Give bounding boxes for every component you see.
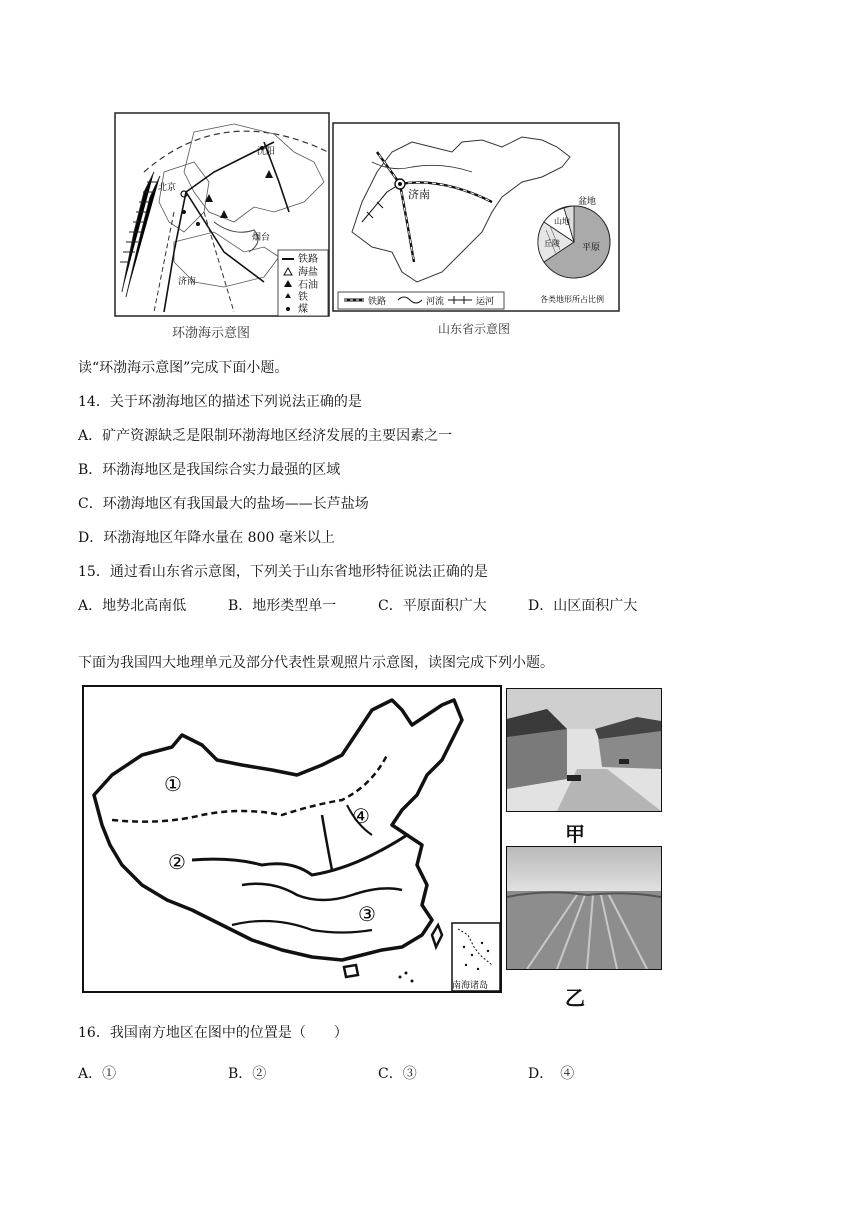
china-regions-map (82, 685, 502, 993)
q14-option-d[interactable]: D．环渤海地区年降水量在 800 毫米以上 (78, 530, 335, 546)
q16-option-c[interactable]: C．③ (378, 1066, 417, 1082)
bohai-map-figure (114, 112, 330, 342)
photo-jia-label: 甲 (565, 822, 585, 846)
photo-yi (506, 846, 662, 970)
q15-stem: 15．通过看山东省示意图，下列关于山东省地形特征说法正确的是 (78, 564, 488, 580)
shandong-city-jinan: 济南 (408, 188, 430, 201)
q14-stem: 14．关于环渤海地区的描述下列说法正确的是 (78, 394, 362, 410)
shandong-map-figure (332, 122, 620, 342)
pie-label-basin: 盆地 (578, 197, 597, 207)
q16-stem: 16．我国南方地区在图中的位置是（ ） (78, 1025, 348, 1041)
photo-jia (506, 688, 662, 812)
bohai-city-shenyang: 沈阳 (257, 147, 276, 157)
shandong-legend-canal: 运河 (476, 297, 495, 307)
q16-option-b[interactable]: B．② (228, 1066, 267, 1082)
bohai-legend-coal: 煤 (298, 304, 308, 315)
shandong-legend-railway: 铁路 (368, 297, 387, 307)
q15-option-a[interactable]: A．地势北高南低 (78, 598, 187, 614)
bohai-legend-iron: 铁 (298, 292, 308, 303)
region-marker-2: ② (168, 850, 186, 874)
photo-yi-label: 乙 (565, 986, 585, 1010)
pie-label-mountains: 山地 (554, 217, 570, 226)
q15-option-c[interactable]: C．平原面积广大 (378, 598, 487, 614)
q14-option-a[interactable]: A．矿产资源缺乏是限制环渤海地区经济发展的主要因素之一 (78, 428, 453, 444)
intro-china: 下面为我国四大地理单元及部分代表性景观照片示意图，读图完成下列小题。 (78, 655, 554, 671)
q15-option-d[interactable]: D．山区面积广大 (528, 598, 638, 614)
pie-caption: 各类地形所占比例 (540, 295, 604, 304)
bohai-legend-salt: 海盐 (298, 267, 318, 278)
region-marker-3: ③ (358, 902, 376, 926)
q14-option-b[interactable]: B．环渤海地区是我国综合实力最强的区域 (78, 462, 341, 478)
region-marker-4: ④ (352, 804, 370, 828)
south-china-sea-label: 南海诸岛 (452, 981, 489, 991)
q14-option-c[interactable]: C．环渤海地区有我国最大的盐场——长芦盐场 (78, 496, 369, 512)
bohai-city-yantai: 烟台 (252, 233, 271, 243)
pie-label-hills: 丘陵 (544, 239, 560, 248)
pie-label-plain: 平原 (582, 243, 601, 253)
q16-option-a[interactable]: A．① (78, 1066, 117, 1082)
bohai-legend-oil: 石油 (298, 280, 318, 291)
intro-bohai: 读“环渤海示意图”完成下面小题。 (78, 360, 289, 376)
q15-option-b[interactable]: B．地形类型单一 (228, 598, 337, 614)
bohai-city-beijing: 北京 (158, 183, 177, 193)
bohai-city-jinan: 济南 (178, 277, 197, 287)
shandong-legend-river: 河流 (426, 297, 445, 307)
shandong-map-caption: 山东省示意图 (438, 322, 511, 336)
bohai-map-caption: 环渤海示意图 (172, 326, 251, 341)
region-marker-1: ① (164, 772, 182, 796)
bohai-map (114, 112, 330, 317)
q16-option-d[interactable]: D． ④ (528, 1066, 575, 1082)
bohai-legend-railway: 铁路 (298, 254, 318, 265)
shandong-map (332, 122, 620, 312)
